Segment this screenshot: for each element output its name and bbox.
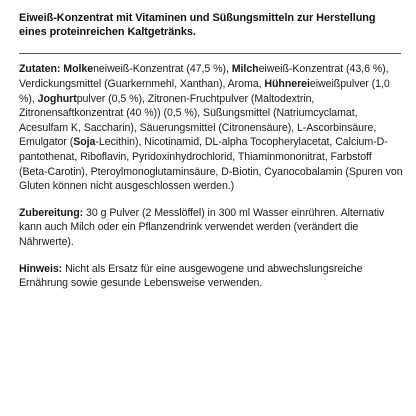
ingredient-allergen: Milch <box>231 63 259 76</box>
ingredients-text <box>19 63 403 192</box>
ingredient-text: eiweiß-Konzentrat (43,6 %), Verdickungsmittel (Guarkernmehl, Xanthan), Aroma, <box>19 63 389 90</box>
note-section <box>19 262 403 291</box>
preparation-text: 30 g Pulver (2 Messlöffel) in 300 ml Wasser einrühren. Alternativ kann auch Milch oder ein Pflanzendrink verwendet werden (verändert die Nährwerte). <box>19 206 385 248</box>
preparation-label: Zubereitung: <box>19 206 84 219</box>
ingredient-allergen: Hühnerei <box>264 78 310 90</box>
ingredient-text: neiweiß-Konzentrat (47,5 %), <box>93 63 232 76</box>
ingredients-section <box>19 62 403 193</box>
title-line-2: eines proteinreichen Kaltgetränks. <box>19 26 196 39</box>
ingredient-text: eiweißpulver (1,0 %), <box>19 78 390 105</box>
ingredient-allergen: Joghurt <box>37 92 77 105</box>
note-text: Nicht als Ersatz für eine ausgewogene und abwechslungsreiche Ernährung sowie gesunde Lebensweise verwenden. <box>19 262 363 290</box>
ingredient-text: pulver (0,5 %), Zitronen-Fruchtpulver (Maltodextrin, Zitronensaftkonzentrat (40 %)) (0,5 %), Süßungsmittel (Natriumcyclamat, Acesulfam K, Saccharin), Säuerungsmittel (Citronensäure), L-Ascorbinsäure, Emulgator ( <box>19 92 377 149</box>
ingredients-label: Zutaten: <box>19 63 61 76</box>
preparation-section <box>19 206 403 250</box>
ingredient-allergen: Soja <box>73 136 96 149</box>
product-label <box>19 11 403 303</box>
ingredient-text: -Lecithin), Nicotinamid, DL-alpha Tocopherylacetat, Calcium-D-pantothenat, Riboflavin, Pyridoxinhydrochlorid, Thiaminmononitrat, Farbstoff (Beta-Carotin), Pteroylmonoglutaminsäure, D-Biotin, Cyanocobalamin (Spuren von Gluten können nicht ausgeschlossen werden.) <box>19 136 403 193</box>
title-divider <box>19 53 401 54</box>
title-line-1: Eiweiß-Konzentrat mit Vitaminen und Süßungsmitteln zur Herstellung <box>19 12 376 24</box>
product-title <box>19 11 403 39</box>
note-label: Hinweis: <box>19 262 63 275</box>
ingredient-allergen: Molke <box>63 63 94 76</box>
